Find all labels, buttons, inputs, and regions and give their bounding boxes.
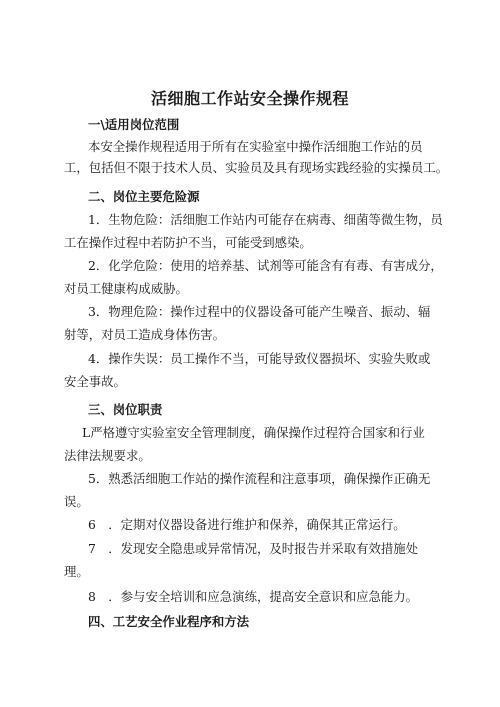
paragraph-line: 2．化学危险：使用的培养基、试剂等可能含有有毒、有害成分， bbox=[88, 258, 443, 273]
paragraph-line: 4．操作失误：员工操作不当，可能导致仪器损坏、实验失败或 bbox=[88, 351, 431, 366]
paragraph-line: 3．物理危险：操作过程中的仪器设备可能产生噪音、振动、辐 bbox=[88, 304, 431, 319]
paragraph-line: 对员工健康构成威胁。 bbox=[64, 281, 188, 296]
document-title: 活细胞工作站安全操作规程 bbox=[150, 89, 349, 108]
paragraph-line: 6 ．定期对仪器设备进行维护和保养，确保其正常运行。 bbox=[88, 517, 406, 532]
paragraph-line: L严格遵守实验室安全管理制度，确保操作过程符合国家和行业 bbox=[82, 425, 425, 440]
section-heading: 三、岗位职责 bbox=[88, 402, 163, 417]
paragraph-line: 7 ．发现安全隐患或异常情况，及时报告并采取有效措施处 bbox=[88, 541, 419, 556]
paragraph-line: 工在操作过程中若防护不当，可能受到感染。 bbox=[64, 235, 312, 250]
paragraph-line: 本安全操作规程适用于所有在实验室中操作活细胞工作站的员 bbox=[88, 139, 423, 154]
section-heading: 一\适用岗位范围 bbox=[88, 117, 180, 132]
paragraph-line: 8 ．参与安全培训和应急演练，提高安全意识和应急能力。 bbox=[88, 589, 419, 604]
paragraph-line: 误。 bbox=[64, 494, 89, 509]
paragraph-line: 理。 bbox=[64, 564, 89, 579]
section-heading: 四、工艺安全作业程序和方法 bbox=[88, 614, 250, 629]
paragraph-line: 安全事故。 bbox=[64, 374, 126, 389]
paragraph-line: 1．生物危险：活细胞工作站内可能存在病毒、细菌等微生物，员 bbox=[88, 212, 443, 227]
paragraph-line: 工，包括但不限于技术人员、实验员及具有现场实践经验的实操员工。 bbox=[64, 160, 449, 175]
paragraph-line: 射等，对员工造成身体伤害。 bbox=[64, 327, 226, 342]
section-heading: 二、岗位主要危险源 bbox=[88, 189, 200, 204]
paragraph-line: 法律法规要求。 bbox=[64, 448, 151, 463]
paragraph-line: 5．熟悉活细胞工作站的操作流程和注意事项，确保操作正确无 bbox=[88, 471, 431, 486]
